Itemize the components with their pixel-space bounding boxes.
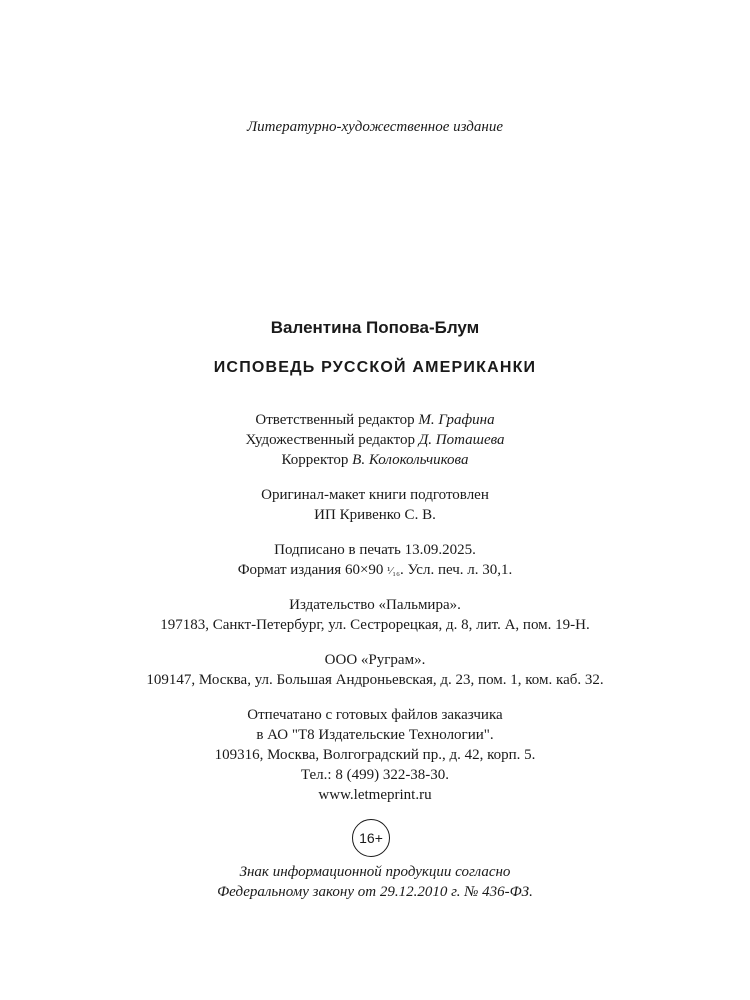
book-title: ИСПОВЕДЬ РУССКОЙ АМЕРИКАНКИ — [213, 359, 537, 376]
corrector-line — [0, 450, 750, 470]
art-editor-name: Д. Поташева — [418, 432, 505, 448]
corrector-name: В. Колокольчикова — [352, 452, 469, 468]
art-editor-label: Художественный редактор — [245, 432, 419, 448]
publisher-name: Издательство «Пальмира». — [289, 597, 461, 613]
series-note: Литературно-художественное издание — [247, 119, 503, 135]
publisher-address: 197183, Санкт-Петербург, ул. Сестрорецкая, д. 8, лит. А, пом. 19-Н. — [160, 617, 590, 633]
distributor-address: 109147, Москва, ул. Большая Андроньевская, д. 23, пом. 1, ком. каб. 32. — [146, 672, 604, 688]
printer-line1: Отпечатано с готовых файлов заказчика — [247, 707, 503, 723]
author-name: Валентина Попова-Блум — [270, 318, 480, 337]
layout-credit-line2: ИП Кривенко С. В. — [314, 507, 436, 523]
age-rating-badge — [352, 819, 390, 857]
signed-to-print: Подписано в печать 13.09.2025. — [274, 542, 476, 558]
printer-phone: Тел.: 8 (499) 322-38-30. — [300, 767, 450, 783]
distributor-name: ООО «Руграм». — [324, 652, 426, 668]
age-rating-label: 16+ — [359, 830, 383, 846]
printer-website[interactable]: www.letmeprint.ru — [318, 787, 432, 803]
format-fraction: ¹⁄₁₆ — [387, 565, 400, 577]
printer-line2: в АО "Т8 Издательские Технологии". — [256, 727, 494, 743]
format-prefix: Формат издания 60×90 — [237, 562, 388, 578]
format-line — [0, 560, 750, 581]
responsible-editor-label: Ответственный редактор — [255, 412, 419, 428]
law-notice-line1: Знак информационной продукции согласно — [239, 864, 511, 880]
corrector-label: Корректор — [281, 452, 353, 468]
art-editor-line — [0, 430, 750, 450]
format-suffix: . Усл. печ. л. 30,1. — [399, 562, 513, 578]
layout-credit-line1: Оригинал-макет книги подготовлен — [261, 487, 489, 503]
law-notice-line2: Федеральному закону от 29.12.2010 г. № 436-ФЗ. — [217, 884, 533, 900]
responsible-editor-name: М. Графина — [418, 412, 495, 428]
printer-address: 109316, Москва, Волгоградский пр., д. 42, корп. 5. — [214, 747, 536, 763]
responsible-editor-line — [0, 410, 750, 430]
